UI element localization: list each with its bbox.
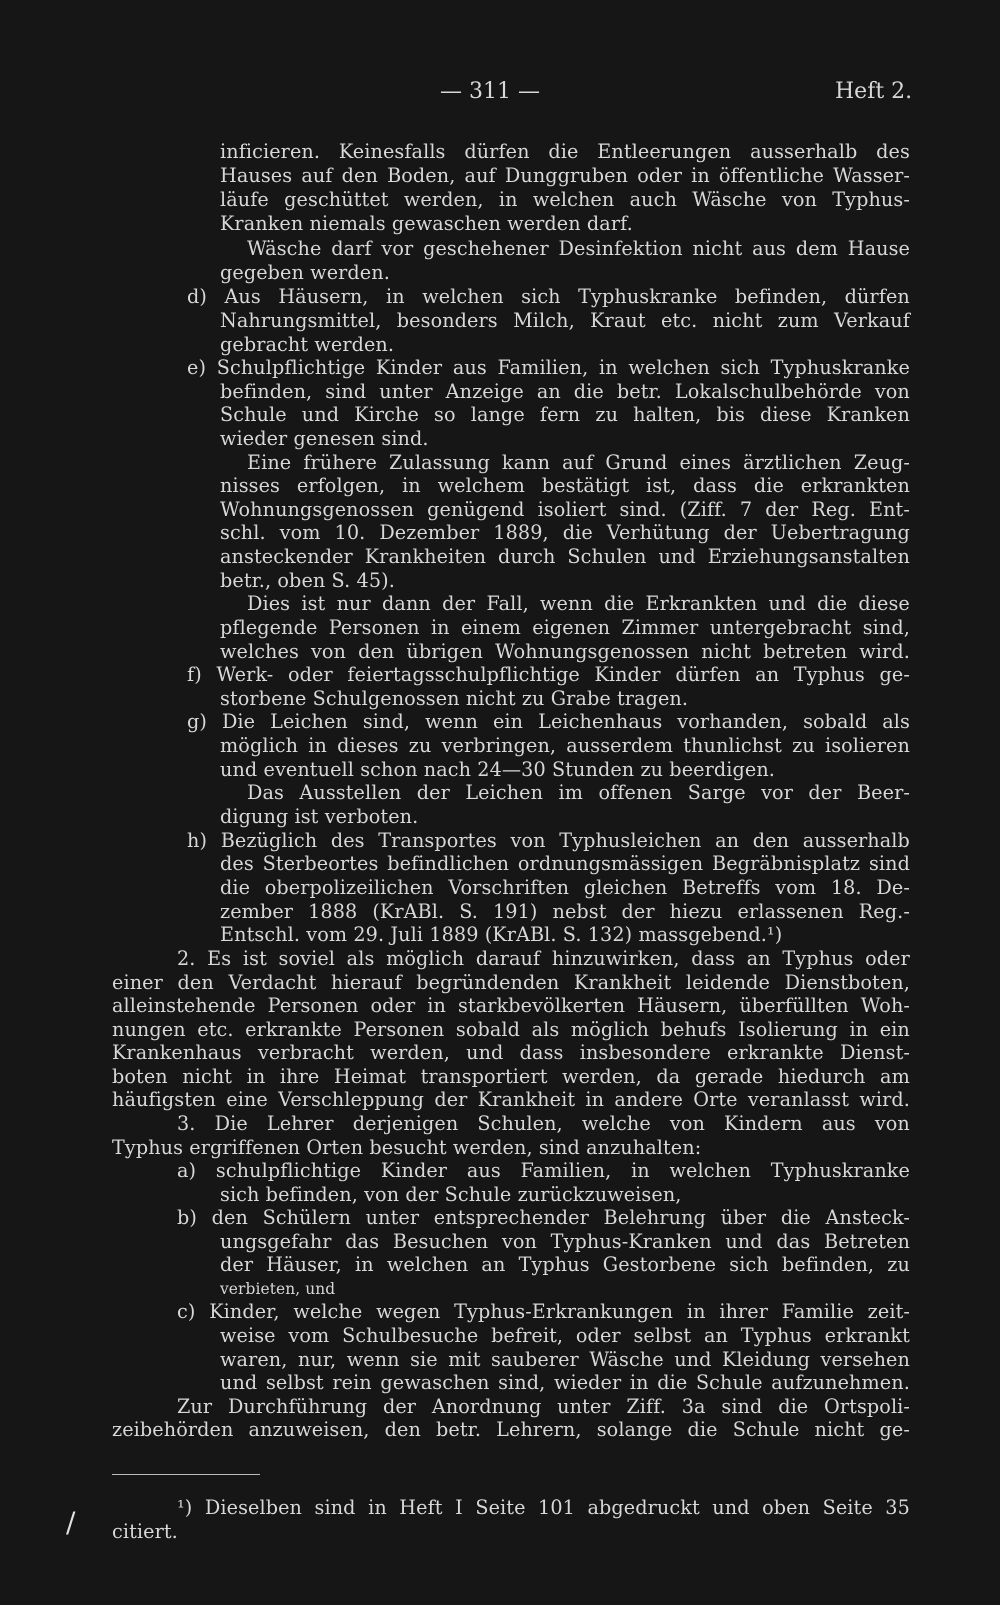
text-line: digung ist verboten.	[220, 805, 419, 828]
text-line: befinden, sind unter Anzeige an die betr. Lokalschulbehörde von	[220, 380, 910, 403]
text-line: gebracht werden.	[220, 333, 395, 356]
text-line: schl. vom 10. Dezember 1889, die Verhütung der Uebertragung	[220, 521, 910, 544]
text-line: f) Werk- oder feiertagsschulpflichtige Kinder dürfen an Typhus ge-	[187, 663, 910, 686]
margin-mark: /	[66, 1506, 76, 1539]
text-line: die oberpolizeilichen Vorschriften gleichen Betreffs vom 18. De-	[220, 876, 910, 899]
text-line: d) Aus Häusern, in welchen sich Typhuskranke befinden, dürfen	[187, 285, 910, 308]
text-line: pflegende Personen in einem eigenen Zimmer untergebracht sind,	[220, 616, 910, 639]
text-line: weise vom Schulbesuche befreit, oder selbst an Typhus erkrankt	[220, 1324, 910, 1347]
text-line: zeibehörden anzuweisen, den betr. Lehrern, solange die Schule nicht ge-	[112, 1418, 910, 1441]
text-line: Krankenhaus verbracht werden, und dass insbesondere erkrankte Dienst-	[112, 1041, 910, 1064]
text-line: gegeben werden.	[220, 261, 390, 284]
text-line: Das Ausstellen der Leichen im offenen Sarge vor der Beer-	[247, 781, 910, 804]
text-line: storbene Schulgenossen nicht zu Grabe tragen.	[220, 687, 689, 710]
text-line: g) Die Leichen sind, wenn ein Leichenhaus vorhanden, sobald als	[187, 710, 910, 733]
text-line: Kranken niemals gewaschen werden darf.	[220, 212, 633, 235]
text-line: boten nicht in ihre Heimat transportiert werden, da gerade hiedurch am	[112, 1065, 910, 1088]
text-line: und selbst rein gewaschen sind, wieder in die Schule aufzunehmen.	[220, 1371, 910, 1394]
page-number: — 311 —	[440, 79, 540, 104]
text-line: wieder genesen sind.	[220, 427, 429, 450]
text-line: alleinstehende Personen oder in starkbevölkerten Häusern, überfüllten Woh-	[112, 994, 910, 1017]
text-line: Typhus ergriffenen Orten besucht werden, sind anzuhalten:	[112, 1136, 702, 1159]
text-line: möglich in dieses zu verbringen, ausserdem thunlichst zu isolieren	[220, 734, 910, 757]
text-line: ansteckender Krankheiten durch Schulen und Erziehungsanstalten	[220, 545, 910, 568]
text-line: Hauses auf den Boden, auf Dunggruben oder in öffentliche Wasser-	[220, 164, 910, 187]
text-line: sich befinden, von der Schule zurückzuweisen,	[220, 1183, 682, 1206]
text-line: einer den Verdacht hierauf begründenden Krankheit leidende Dienstboten,	[112, 971, 910, 994]
text-line: der Häuser, in welchen an Typhus Gestorbene sich befinden, zu	[220, 1253, 910, 1276]
text-line: des Sterbeortes befindlichen ordnungsmässigen Begräbnisplatz sind	[220, 852, 910, 875]
text-line: Dies ist nur dann der Fall, wenn die Erkrankten und die diese	[247, 592, 910, 615]
text-line: waren, nur, wenn sie mit sauberer Wäsche und Kleidung versehen	[220, 1348, 910, 1371]
text-line: Schule und Kirche so lange fern zu halten, bis diese Kranken	[220, 403, 910, 426]
text-line: häufigsten eine Verschleppung der Krankheit in andere Orte veranlasst wird.	[112, 1088, 910, 1111]
text-line: und eventuell schon nach 24—30 Stunden zu beerdigen.	[220, 758, 775, 781]
text-line: Eine frühere Zulassung kann auf Grund eines ärztlichen Zeug-	[247, 451, 910, 474]
text-line: 2. Es ist soviel als möglich darauf hinzuwirken, dass an Typhus oder	[177, 947, 910, 970]
footnote-line: ¹) Dieselben sind in Heft I Seite 101 abgedruckt und oben Seite 35	[177, 1496, 910, 1519]
text-line: Zur Durchführung der Anordnung unter Ziff. 3a sind die Ortspoli-	[177, 1395, 910, 1418]
text-line: inficieren. Keinesfalls dürfen die Entleerungen ausserhalb des	[220, 140, 910, 163]
text-line: zember 1888 (KrABl. S. 191) nebst der hiezu erlassenen Reg.-	[220, 900, 910, 923]
page-header	[0, 74, 1000, 110]
text-line: Wäsche darf vor geschehener Desinfektion nicht aus dem Hause	[247, 237, 910, 260]
issue-label: Heft 2.	[835, 79, 913, 104]
text-line: verbieten, und	[220, 1280, 336, 1298]
text-line: 3. Die Lehrer derjenigen Schulen, welche von Kindern aus von	[177, 1112, 910, 1135]
text-line: c) Kinder, welche wegen Typhus-Erkrankungen in ihrer Familie zeit-	[177, 1300, 910, 1323]
text-line: nungen etc. erkrankte Personen sobald als möglich behufs Isolierung in ein	[112, 1018, 910, 1041]
text-line: h) Bezüglich des Transportes von Typhusleichen an den ausserhalb	[187, 829, 910, 852]
text-line: läufe geschüttet werden, in welchen auch Wäsche von Typhus-	[220, 188, 910, 211]
text-line: Entschl. vom 29. Juli 1889 (KrABl. S. 132) massgebend.¹)	[220, 923, 783, 946]
text-line: a) schulpflichtige Kinder aus Familien, in welchen Typhuskranke	[177, 1159, 910, 1182]
footnote-line: citiert.	[112, 1520, 178, 1543]
text-line: Nahrungsmittel, besonders Milch, Kraut etc. nicht zum Verkauf	[220, 309, 910, 332]
text-line: welches von den übrigen Wohnungsgenossen nicht betreten wird.	[220, 640, 910, 663]
text-line: nisses erfolgen, in welchem bestätigt ist, dass die erkrankten	[220, 474, 910, 497]
text-line: ungsgefahr das Besuchen von Typhus-Kranken und das Betreten	[220, 1230, 910, 1253]
footnote-rule	[112, 1474, 260, 1475]
text-line: b) den Schülern unter entsprechender Belehrung über die Ansteck-	[177, 1206, 910, 1229]
text-line: betr., oben S. 45).	[220, 569, 395, 592]
text-line: e) Schulpflichtige Kinder aus Familien, in welchen sich Typhuskranke	[187, 356, 910, 379]
text-line: Wohnungsgenossen genügend isoliert sind. (Ziff. 7 der Reg. Ent-	[220, 498, 910, 521]
